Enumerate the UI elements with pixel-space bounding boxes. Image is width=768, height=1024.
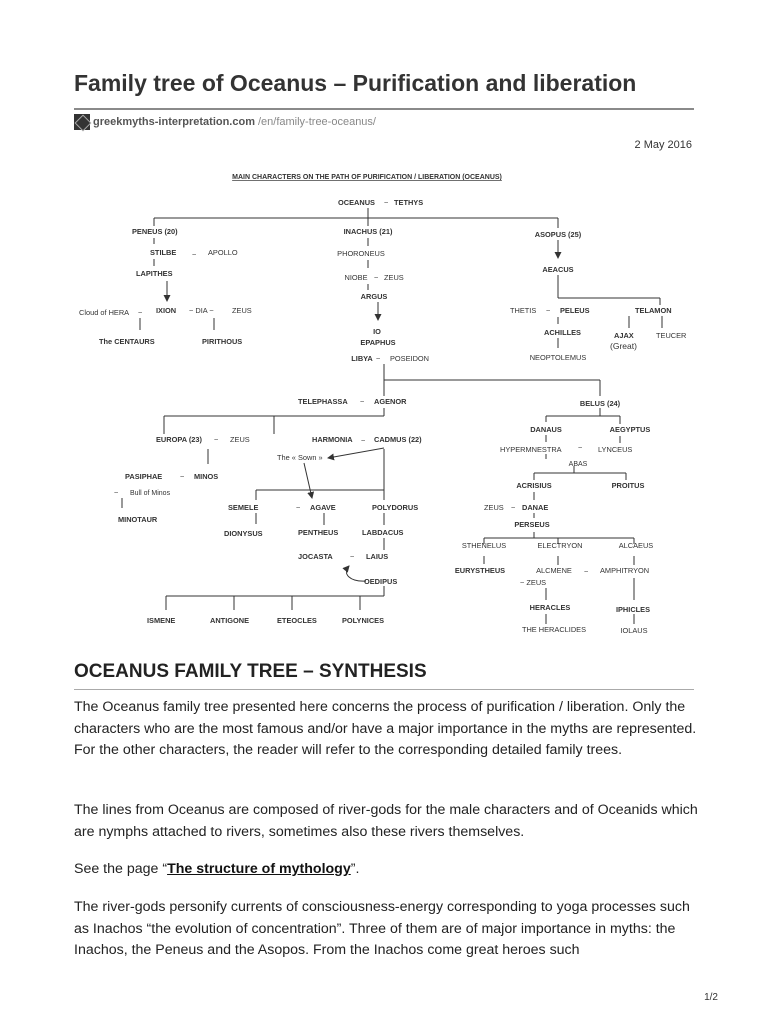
node-zeus: ZEUS	[230, 435, 250, 444]
tree-connectors	[122, 208, 662, 624]
node-semele: SEMELE	[228, 503, 259, 512]
node-zeus: ZEUS	[484, 503, 504, 512]
node-hypermnestra: HYPERMNESTRA	[500, 445, 562, 454]
title-divider	[74, 108, 694, 110]
node-tilde: ~	[578, 443, 583, 452]
see-page-prefix: See the page “	[74, 861, 168, 877]
node-tilde: ~	[376, 354, 381, 363]
node-tilde: ~	[214, 435, 219, 444]
paragraph-intro: The Oceanus family tree presented here concerns the process of purification / liberation. Only the characters who are the most famous and/or have a major importance in the myths are represented. For the other characters, the reader will refer to the corresponding detailed family trees.	[74, 699, 697, 758]
node-iphicles: IPHICLES	[615, 605, 651, 614]
node-ixion: IXION	[156, 306, 177, 315]
section-heading: OCEANUS FAMILY TREE – SYNTHESIS	[74, 661, 427, 682]
node-danae: DANAE	[522, 503, 549, 512]
node-dia: ~ DIA ~	[189, 306, 214, 315]
node-cadmus: CADMUS (22)	[374, 435, 422, 444]
paragraph-see-page	[74, 859, 699, 881]
node-argus: ARGUS	[360, 292, 388, 301]
node-ajax: AJAX	[614, 331, 634, 340]
node-tethys: TETHYS	[394, 198, 424, 207]
node-thetis: THETIS	[510, 306, 537, 315]
node-minotaur: MINOTAUR	[118, 515, 158, 524]
node-proitus: PROITUS	[611, 481, 645, 490]
site-favicon-icon	[74, 114, 90, 130]
node-acrisius: ACRISIUS	[516, 481, 552, 490]
node-alcaeus: ALCAEUS	[618, 541, 654, 550]
structure-of-mythology-link[interactable]: The structure of mythology	[167, 861, 351, 877]
node-zeus: ~ ZEUS	[520, 578, 547, 587]
node-tilde: ~	[350, 552, 355, 561]
node-electryon: ELECTRYON	[537, 541, 583, 550]
paragraph-currents: The river-gods personify currents of consciousness-energy corresponding to yoga processes such as Inachos “the evolution of concentration”. Three of them are of major importance in myths: the Inachos, the Peneus and the Asopos. From the Inachos come great heroes such	[74, 899, 690, 958]
node-pirithous: PIRITHOUS	[202, 337, 243, 346]
node-antigone: ANTIGONE	[210, 616, 250, 625]
node-alcmene: ALCMENE	[536, 566, 572, 575]
node-iolaus: IOLAUS	[620, 626, 648, 635]
node-tilde: ~	[180, 472, 185, 481]
node-polynices: POLYNICES	[342, 616, 385, 625]
node-amphitryon: AMPHITRYON	[600, 566, 650, 575]
section-divider	[74, 689, 694, 690]
node-telamon: TELAMON	[635, 306, 672, 315]
node-tilde: ~	[374, 273, 379, 282]
node-laius: LAIUS	[366, 552, 389, 561]
node-peleus: PELEUS	[560, 306, 590, 315]
node-jocasta: JOCASTA	[298, 552, 333, 561]
node-sthenelus: STHENELUS	[461, 541, 507, 550]
node-stilbe: STILBE	[150, 248, 177, 257]
node-libya: LIBYA	[351, 354, 373, 363]
node-minos: MINOS	[194, 472, 219, 481]
node-bull-of-minos: Bull of Minos	[130, 490, 171, 497]
family-tree-diagram	[74, 168, 694, 638]
node-abas: ABAS	[568, 461, 588, 468]
paragraph-river-gods: The lines from Oceanus are composed of river-gods for the male characters and of Oceanids which are nymphs attached to rivers, sometimes also these rivers themselves.	[74, 802, 698, 840]
node-tilde: ~	[360, 397, 365, 406]
node-teucer: TEUCER	[656, 331, 687, 340]
node-cloud-of-hera: Cloud of HERA	[79, 308, 130, 317]
node-zeus: ZEUS	[384, 273, 404, 282]
node-tilde: ~	[361, 436, 366, 445]
see-page-suffix: ”.	[350, 861, 360, 877]
node-labdacus: LABDACUS	[362, 528, 404, 537]
node-agave: AGAVE	[310, 503, 336, 512]
node-europa: EUROPA (23)	[156, 435, 202, 444]
node-ajax-great: (Great)	[610, 341, 637, 351]
node-tilde: ~	[296, 503, 301, 512]
node-harmonia: HARMONIA	[312, 435, 353, 444]
node-dionysus: DIONYSUS	[224, 529, 263, 538]
node-belus: BELUS (24)	[579, 399, 621, 408]
node-telephassa: TELEPHASSA	[298, 397, 348, 406]
node-peneus: PENEUS (20)	[132, 227, 178, 236]
node-lynceus: LYNCEUS	[598, 445, 633, 454]
node-apollo: APOLLO	[208, 248, 238, 257]
node-the-centaurs: The CENTAURS	[99, 337, 155, 346]
node-poseidon: POSEIDON	[390, 354, 430, 363]
source-domain-link[interactable]: greekmyths-interpretation.com	[93, 116, 255, 128]
node-epaphus: EPAPHUS	[360, 338, 396, 347]
node-lapithes: LAPITHES	[136, 269, 173, 278]
node-niobe: NIOBE	[344, 273, 368, 282]
node-inachus: INACHUS (21)	[343, 227, 393, 236]
node-achilles: ACHILLES	[544, 328, 581, 337]
node-io: IO	[373, 327, 381, 336]
node-polydorus: POLYDORUS	[372, 503, 419, 512]
node-pasiphae: PASIPHAE	[125, 472, 163, 481]
node-tilde: ~	[384, 198, 389, 207]
node-tilde: ~	[138, 308, 143, 317]
node-tilde: ~	[114, 488, 119, 497]
source-path-link[interactable]: /en/family-tree-oceanus/	[257, 116, 376, 128]
source-line	[74, 114, 376, 130]
node-neoptolemus: NEOPTOLEMUS	[529, 353, 587, 362]
node-the-heraclides: THE HERACLIDES	[521, 625, 587, 634]
page-number: 1/2	[704, 992, 718, 1003]
node-aeacus: AEACUS	[542, 265, 574, 274]
node-perseus: PERSEUS	[514, 520, 550, 529]
node-aegyptus: AEGYPTUS	[609, 425, 651, 434]
node-tilde: ~	[192, 250, 197, 259]
node-eteocles: ETEOCLES	[277, 616, 317, 625]
node-the-sown: The « Sown »	[277, 453, 323, 462]
node-oceanus: OCEANUS	[338, 198, 375, 207]
publish-date: 2 May 2016	[634, 139, 692, 151]
node-danaus: DANAUS	[530, 425, 562, 434]
node-zeus: ZEUS	[232, 306, 252, 315]
node-tilde: ~	[511, 503, 516, 512]
node-pentheus: PENTHEUS	[298, 528, 339, 537]
node-heracles: HERACLES	[529, 603, 571, 612]
node-phoroneus: PHORONEUS	[337, 249, 385, 258]
node-oedipus: OEDIPUS	[364, 577, 398, 586]
node-tilde: ~	[546, 306, 551, 315]
page-title: Family tree of Oceanus – Purification and liberation	[74, 70, 637, 96]
node-ismene: ISMENE	[147, 616, 176, 625]
node-tilde: ~	[584, 567, 589, 576]
node-eurystheus: EURYSTHEUS	[454, 566, 506, 575]
node-asopus: ASOPUS (25)	[534, 230, 582, 239]
node-agenor: AGENOR	[374, 397, 407, 406]
diagram-heading: MAIN CHARACTERS ON THE PATH OF PURIFICATION / LIBERATION (OCEANUS)	[232, 174, 502, 181]
